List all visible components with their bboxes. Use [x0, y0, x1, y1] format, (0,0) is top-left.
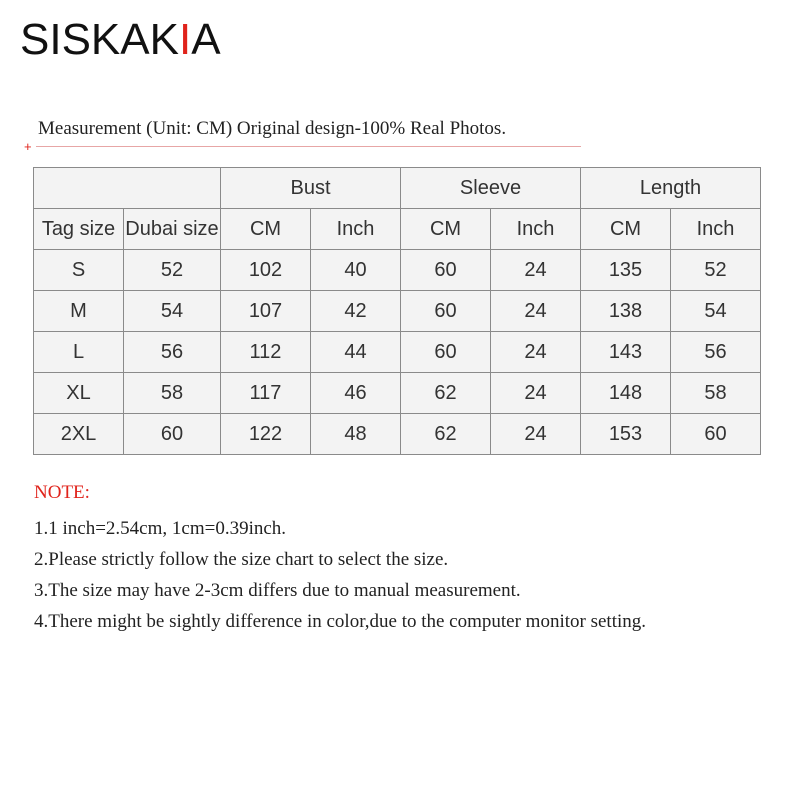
table-cell: 52 — [124, 250, 221, 291]
table-row — [34, 332, 761, 373]
table-row — [34, 291, 761, 332]
table-cell: 60 — [671, 414, 761, 455]
table-cell: 135 — [581, 250, 671, 291]
table-cell: M — [34, 291, 124, 332]
table-cell: 60 — [401, 332, 491, 373]
table-cell: 24 — [491, 250, 581, 291]
table-cell: 24 — [491, 332, 581, 373]
table-cell: 138 — [581, 291, 671, 332]
table-cell: 122 — [221, 414, 311, 455]
table-subheader-row — [34, 209, 761, 250]
table-cell: 52 — [671, 250, 761, 291]
table-subheader-cell: CM — [581, 209, 671, 250]
table-row — [34, 250, 761, 291]
table-cell: 60 — [401, 291, 491, 332]
table-cell: 62 — [401, 414, 491, 455]
note-line: 3.The size may have 2-3cm differs due to manual measurement. — [34, 580, 521, 601]
table-cell: 102 — [221, 250, 311, 291]
note-line: 2.Please strictly follow the size chart to select the size. — [34, 549, 449, 570]
logo-prefix: SISKAK — [20, 15, 179, 64]
table-row — [34, 373, 761, 414]
table-cell: 148 — [581, 373, 671, 414]
table-cell: 56 — [671, 332, 761, 373]
table-cell: 58 — [671, 373, 761, 414]
table-cell: 117 — [221, 373, 311, 414]
note-line: 1.1 inch=2.54cm, 1cm=0.39inch. — [34, 518, 287, 539]
table-cell: 107 — [221, 291, 311, 332]
notes-heading: NOTE: — [34, 482, 90, 503]
table-subheader-cell: CM — [221, 209, 311, 250]
table-cell: 24 — [491, 373, 581, 414]
table-cell: 24 — [491, 291, 581, 332]
note-line: 4.There might be sightly difference in color,due to the computer monitor setting. — [34, 611, 647, 632]
table-row — [34, 414, 761, 455]
table-header-empty — [34, 168, 221, 209]
table-header-sleeve: Sleeve — [401, 168, 581, 209]
table-cell: 60 — [401, 250, 491, 291]
table-cell: 62 — [401, 373, 491, 414]
table-subheader-cell: Inch — [311, 209, 401, 250]
table-cell: L — [34, 332, 124, 373]
measurement-title: Measurement (Unit: CM) Original design-100% Real Photos. — [38, 118, 507, 139]
table-cell: 48 — [311, 414, 401, 455]
table-header-length: Length — [581, 168, 761, 209]
logo-accent-letter: I — [178, 15, 192, 64]
table-cell: 58 — [124, 373, 221, 414]
brand-logo — [20, 15, 221, 64]
notes-section — [34, 482, 646, 640]
table-header-row — [34, 168, 761, 209]
table-cell: 54 — [124, 291, 221, 332]
table-subheader-cell: Inch — [671, 209, 761, 250]
table-cell: 56 — [124, 332, 221, 373]
plus-icon: + — [24, 139, 32, 154]
table-cell: 112 — [221, 332, 311, 373]
table-cell: 44 — [311, 332, 401, 373]
table-subheader-cell: CM — [401, 209, 491, 250]
table-header-bust: Bust — [221, 168, 401, 209]
table-cell: 42 — [311, 291, 401, 332]
table-subheader-cell: Inch — [491, 209, 581, 250]
table-cell: S — [34, 250, 124, 291]
table-cell: XL — [34, 373, 124, 414]
table-cell: 60 — [124, 414, 221, 455]
table-subheader-cell: Dubai size — [124, 209, 221, 250]
size-chart-table — [33, 167, 761, 455]
table-cell: 143 — [581, 332, 671, 373]
table-cell: 153 — [581, 414, 671, 455]
table-cell: 46 — [311, 373, 401, 414]
table-cell: 24 — [491, 414, 581, 455]
table-cell: 2XL — [34, 414, 124, 455]
table-cell: 54 — [671, 291, 761, 332]
logo-suffix: A — [191, 15, 221, 64]
table-subheader-cell: Tag size — [34, 209, 124, 250]
table-cell: 40 — [311, 250, 401, 291]
divider-line — [36, 146, 581, 147]
